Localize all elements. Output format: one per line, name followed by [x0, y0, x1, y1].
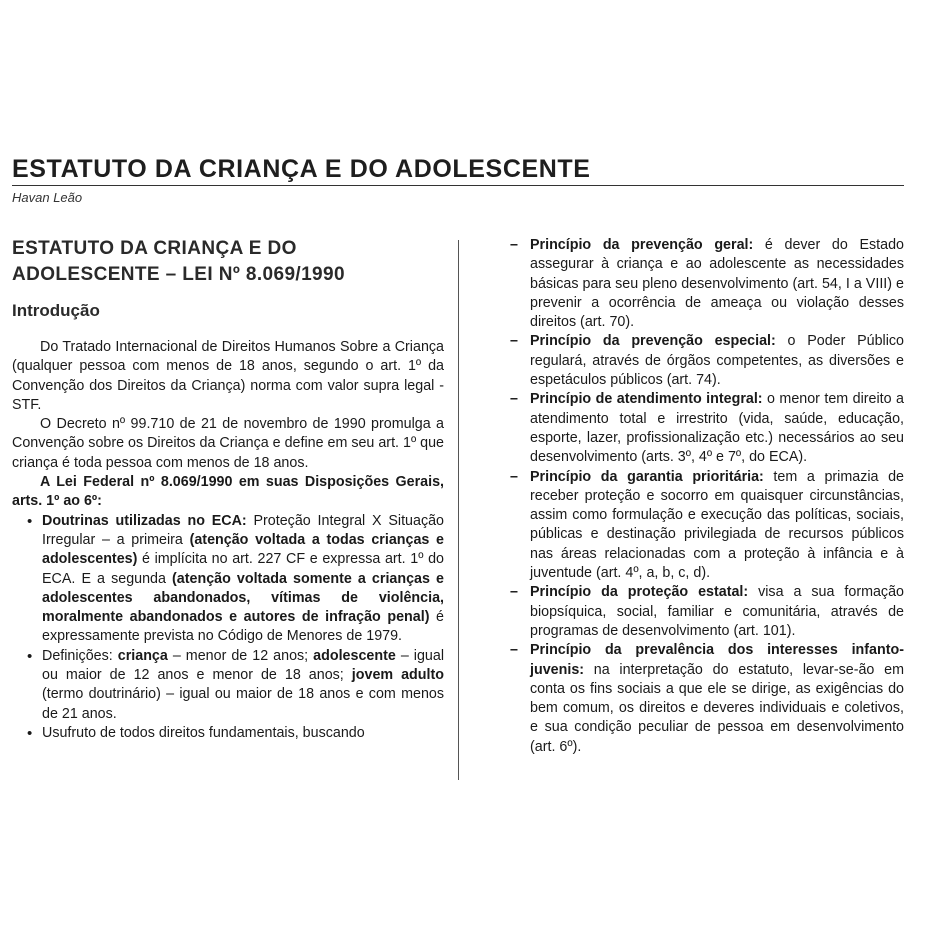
bullet-definicoes: [42, 647, 444, 724]
principle-text: tem a primazia de receber proteção e socorro em quaisquer circunstâncias, assim como formulação e execução das políticas, sociais, públicas e destinação privilegiada de recursos públicos nas áreas relacionadas com a proteção à infância e à juventude (art. 4º, a, b, c, d).: [530, 468, 904, 582]
principle-garantia-prioritaria: [530, 468, 904, 584]
term-adolescente: adolescente: [313, 647, 396, 664]
principle-prevencao-geral: [530, 236, 904, 332]
principle-lead: Princípio da prevenção especial:: [530, 333, 776, 350]
principles-list: [510, 236, 904, 757]
principle-prevalencia-interesses: [530, 641, 904, 757]
term-crianca: criança: [117, 647, 168, 664]
principle-lead: Princípio de atendimento integral:: [530, 391, 763, 408]
subheading-introducao: Introdução: [12, 301, 100, 320]
column-divider: [458, 240, 459, 780]
author-name: Havan Leão: [12, 190, 83, 205]
principle-text: é dever do Estado assegurar à criança e ao adolescente as necessidades básicas para seu pleno desenvolvimento (art. 54, I a VIII) e prevenir a ocorrência de ameaça ou violação desses direitos (art. 70).: [530, 237, 904, 331]
principle-text: o menor tem direito a atendimento total e irrestrito (vida, saúde, educação, esporte, lazer, profissionalização etc.) necessários ao seu desenvolvimento (arts. 3º, 4º e 7º, do ECA).: [530, 391, 904, 466]
principle-text: visa a sua formação biopsíquica, social, familiar e comunitária, através de programas de desenvolvimento (art. 101).: [530, 584, 904, 639]
bullet-text: é expressamente prevista no Código de Menores de 1979.: [42, 609, 444, 645]
paragraph-1: Do Tratado Internacional de Direitos Humanos Sobre a Criança (qualquer pessoa com menos de 18 anos, segundo o art. 1º da Convenção dos Direitos da Criança) norma com valor supra legal - STF.: [12, 339, 444, 413]
bullet-list: [12, 512, 444, 744]
section-heading-line2: ADOLESCENTE – LEI Nº 8.069/1990: [12, 264, 345, 285]
bullet-text: Definições:: [42, 647, 118, 664]
principle-atendimento-integral: [530, 390, 904, 467]
principle-text: o Poder Público regulará, através de órgãos competentes, as diversões e espetáculos públicos (art. 74).: [530, 333, 904, 389]
bullet-text: – menor de 12 anos;: [167, 647, 314, 664]
bullet-emphasis: (atenção voltada a todas crianças e adolescentes): [42, 531, 444, 568]
section-heading-line1: ESTATUTO DA CRIANÇA E DO: [12, 238, 297, 259]
document-title: ESTATUTO DA CRIANÇA E DO ADOLESCENTE: [12, 155, 591, 183]
bullet-doutrinas: [42, 512, 444, 647]
paragraph-3: A Lei Federal nº 8.069/1990 em suas Disposições Gerais, arts. 1º ao 6º:: [12, 474, 444, 510]
bullet-text: é implícita no art. 227 CF e expressa art. 1º do ECA. E a segunda: [42, 551, 444, 587]
principle-lead: Princípio da garantia prioritária:: [530, 468, 764, 485]
bullet-text: Proteção Integral X Situação Irregular – a primeira: [42, 512, 444, 548]
principle-lead: Princípio da prevalência dos interesses infanto-juvenis:: [530, 642, 904, 678]
principle-lead: Princípio da proteção estatal:: [530, 584, 749, 601]
principle-protecao-estatal: [530, 583, 904, 641]
bullet-usufruto: • Usufruto de todos direitos fundamentais, buscando: [42, 724, 444, 743]
section-heading: [12, 236, 444, 288]
right-column: [510, 236, 904, 796]
left-column: [12, 236, 444, 776]
title-rule: [12, 185, 904, 186]
bullet-doutrinas-lead: Doutrinas utilizadas no ECA:: [42, 512, 247, 529]
principle-prevencao-especial: [530, 332, 904, 390]
bullet-emphasis: (atenção voltada somente a crianças e adolescentes abandonados, vítimas de violência, moralmente abandonados e autores de infração penal): [42, 570, 444, 626]
bullet-text: (termo doutrinário) – igual ou maior de 18 anos e com menos de 21 anos.: [42, 686, 444, 722]
principle-lead: Princípio da prevenção geral:: [530, 237, 754, 253]
paragraph-2: O Decreto nº 99.710 de 21 de novembro de 1990 promulga a Convenção sobre os Direitos da Criança e define em seu art. 1º que criança é toda pessoa com menos de 18 anos.: [12, 416, 444, 471]
bullet-text: – igual ou maior de 12 anos e menor de 18 anos;: [42, 647, 444, 684]
term-jovem-adulto: jovem adulto: [351, 667, 444, 684]
principle-text: na interpretação do estatuto, levar-se-ão em conta os fins sociais a que ele se dirige, as exigências do bem comum, os direitos e deveres individuais e coletivos, e sua condição peculiar de pessoa em desenvolvimento (art. 6º).: [530, 661, 904, 755]
